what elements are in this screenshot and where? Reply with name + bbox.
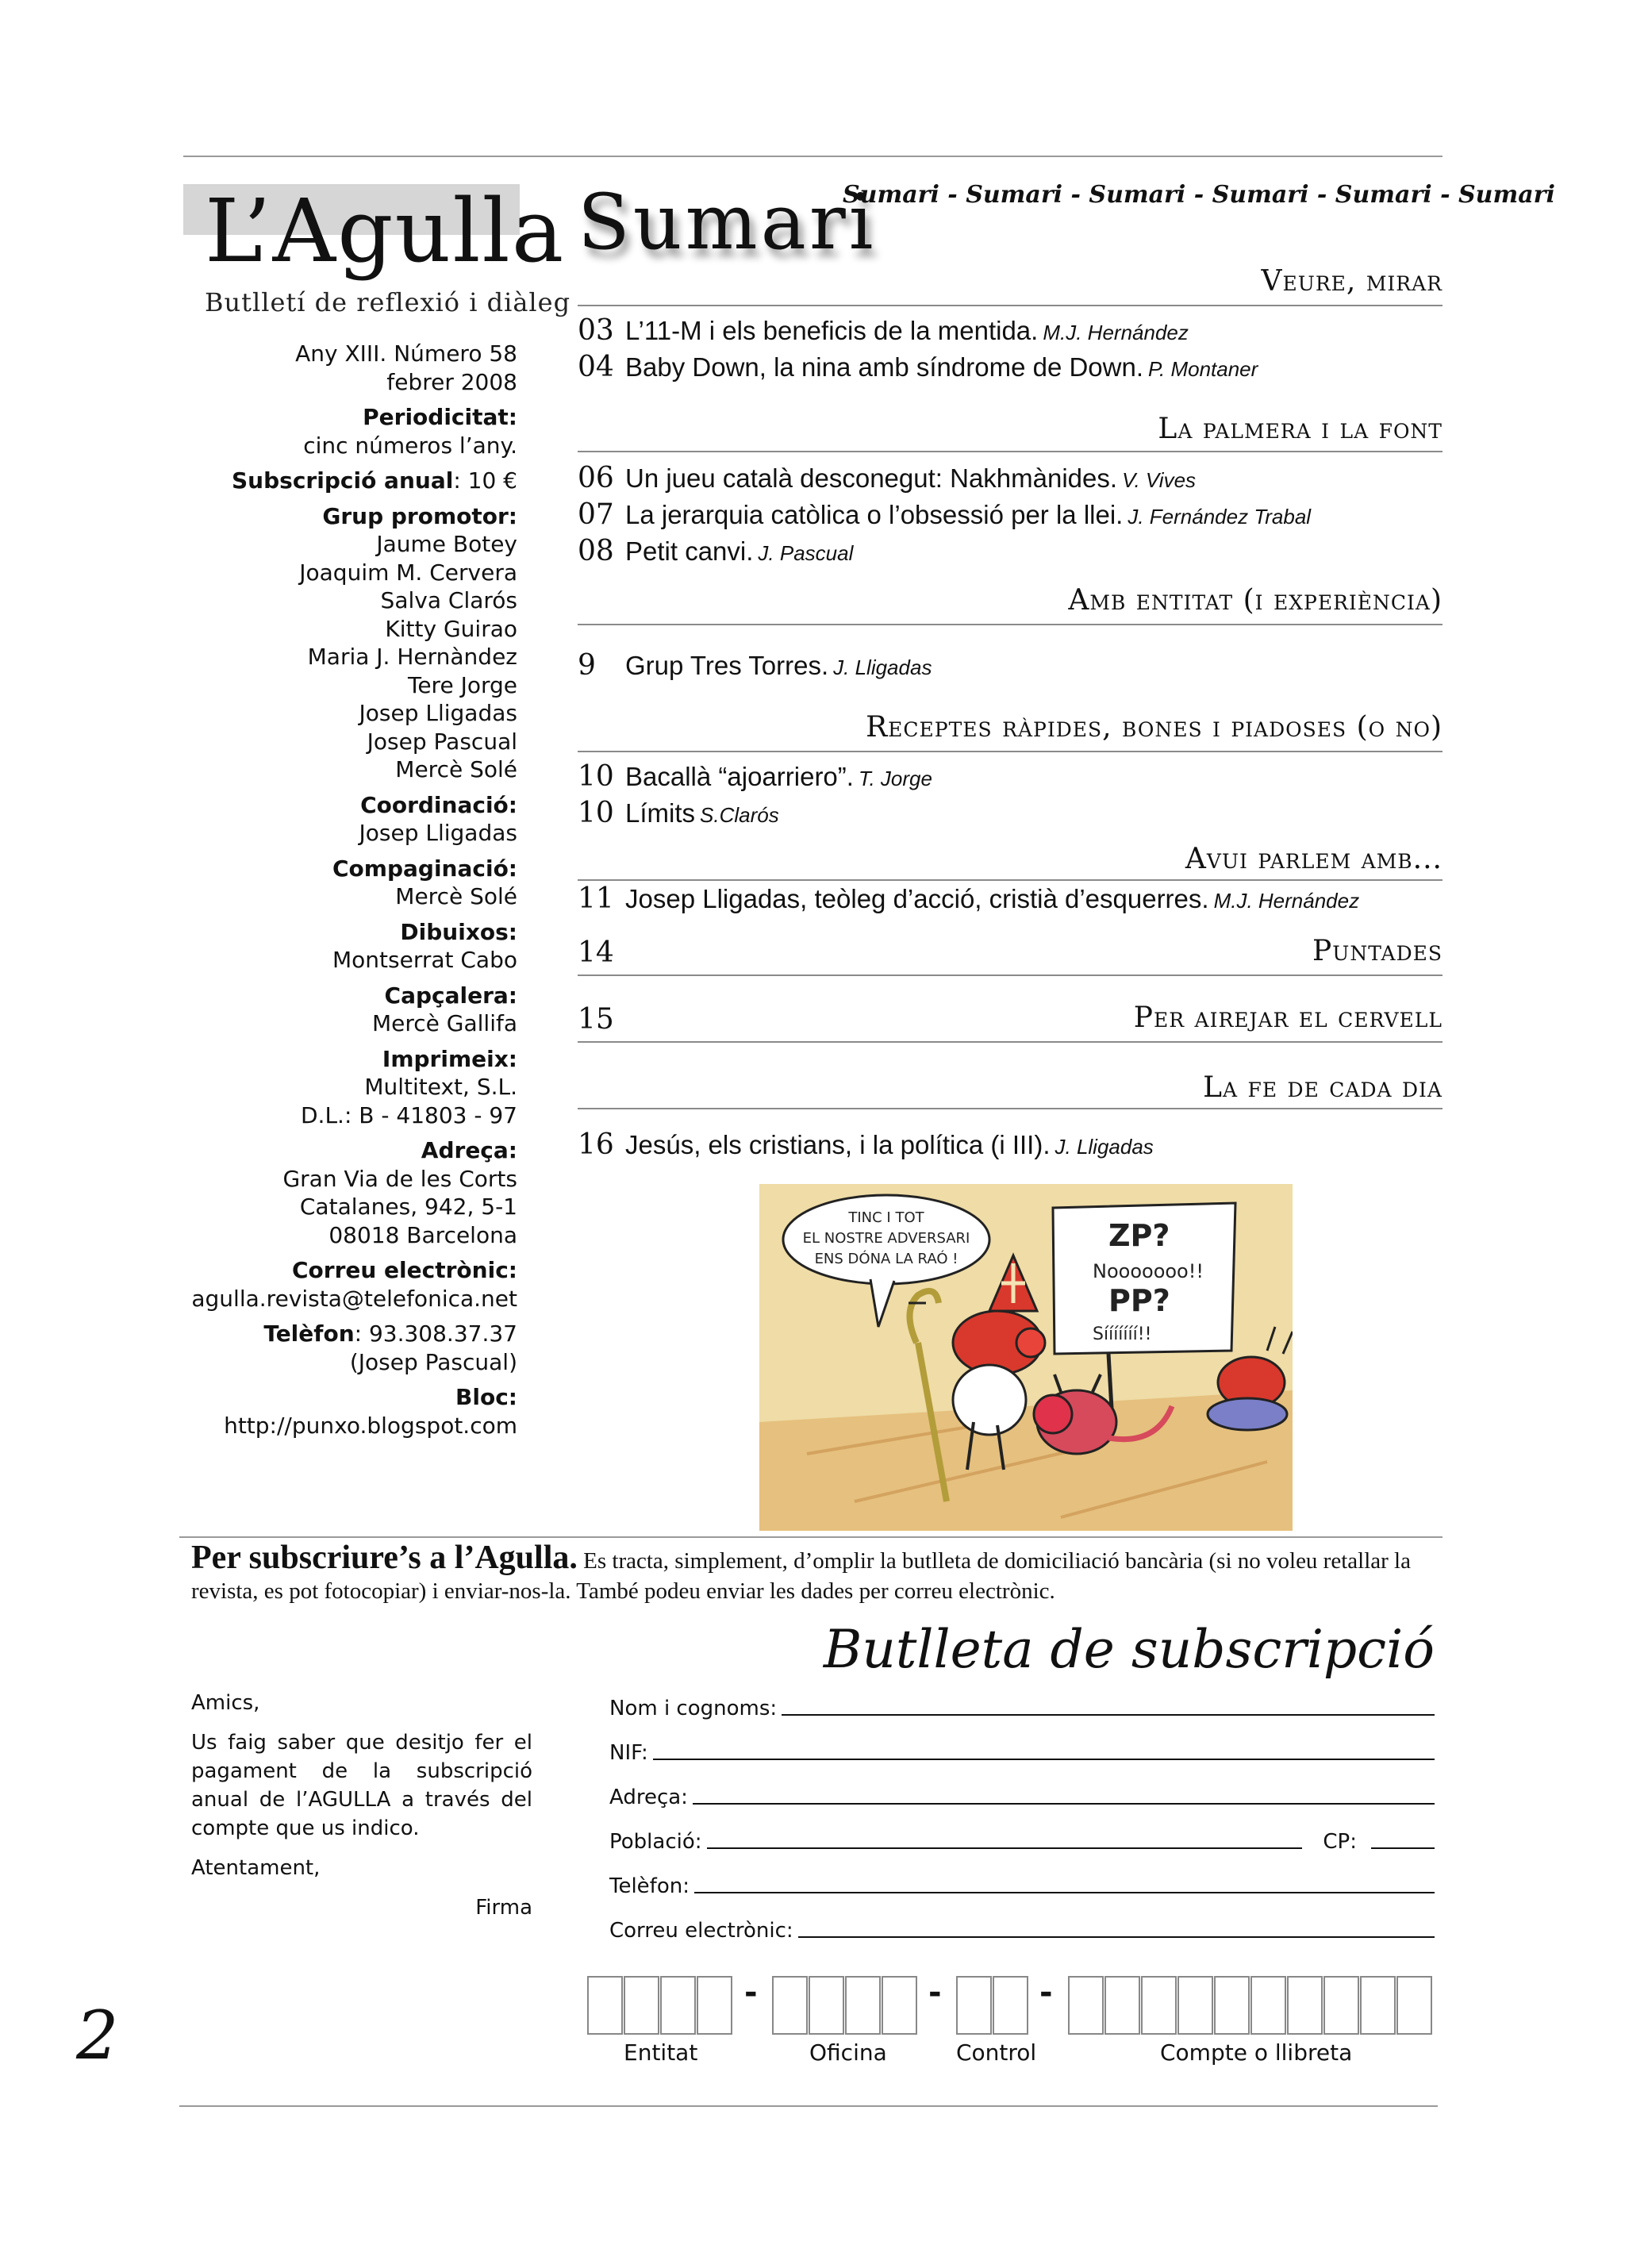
- digit-box[interactable]: [882, 1976, 917, 2035]
- account-separator: -: [928, 1974, 942, 2011]
- toc-title: Jesús, els cristians, i la política (i III).: [625, 1130, 1051, 1159]
- toc-title: Josep Lligadas, teòleg d’acció, cristià d’esquerres.: [625, 884, 1209, 913]
- credit-label: Telèfon: [263, 1320, 355, 1347]
- toc-entry[interactable]: [578, 351, 1443, 383]
- toc-title: Petit canvi.: [625, 536, 754, 566]
- section-heading: Amb entitat (i experiència): [1068, 584, 1443, 617]
- page-number: 2: [76, 1997, 119, 2074]
- drawings-credit: [175, 918, 517, 974]
- address-input-line[interactable]: [693, 1795, 1435, 1805]
- letter-closing: Atentament,: [191, 1856, 321, 1880]
- toc-title: Un jueu català desconegut: Nakhmànides.: [625, 463, 1118, 493]
- section-rule: [578, 974, 1443, 976]
- credit-value: Josep Lligadas: [359, 820, 517, 846]
- bubble-line: TINC I TOT: [848, 1209, 924, 1226]
- toc-title: L’11-M i els beneficis de la mentida.: [625, 316, 1039, 345]
- toc-entry[interactable]: [578, 797, 1443, 829]
- account-digits[interactable]: [1068, 1976, 1433, 2035]
- toc-page: 14: [578, 936, 614, 969]
- credit-value: Mercè Solé: [395, 883, 517, 909]
- toc-author: S.Clarós: [700, 803, 779, 827]
- toc-author: J. Pascual: [758, 541, 854, 565]
- digit-box[interactable]: [1250, 1976, 1286, 2035]
- digit-box[interactable]: [809, 1976, 844, 2035]
- field-label: Telèfon:: [609, 1874, 690, 1898]
- phone-credit: [175, 1320, 517, 1376]
- credit-label: Capçalera:: [384, 982, 517, 1009]
- toc-title: Límits: [625, 798, 696, 828]
- section-heading: La palmera i la font: [1158, 413, 1443, 445]
- toc-entry[interactable]: [578, 882, 1443, 915]
- toc-page: 07: [578, 498, 614, 531]
- digit-box[interactable]: [587, 1976, 623, 2035]
- credit-value: Multitext, S.L.: [364, 1074, 517, 1100]
- nif-input-line[interactable]: [653, 1751, 1435, 1760]
- toc-author: J. Lligadas: [1055, 1135, 1154, 1159]
- address-credit: [175, 1136, 517, 1249]
- address-line: Catalanes, 942, 5-1: [299, 1194, 517, 1220]
- phone-field[interactable]: [609, 1866, 1435, 1898]
- toc-author: J. Lligadas: [833, 655, 932, 679]
- issue-info: [175, 340, 517, 396]
- toc-entry[interactable]: [578, 1128, 1443, 1161]
- field-label: Adreça:: [609, 1786, 688, 1809]
- toc-entry[interactable]: [578, 314, 1443, 347]
- control-label: Control: [956, 2039, 1037, 2066]
- member-name: Josep Lligadas: [359, 700, 517, 726]
- toc-entry[interactable]: [578, 649, 1443, 682]
- phone-contact: (Josep Pascual): [349, 1348, 517, 1375]
- issue-date: febrer 2008: [386, 368, 517, 395]
- bubble-line: ENS DÓNA LA RAÓ !: [814, 1251, 958, 1267]
- phone-input-line[interactable]: [694, 1884, 1435, 1893]
- toc-page: 10: [578, 760, 614, 793]
- toc-page: 9: [578, 649, 596, 682]
- subscription-price: [175, 467, 517, 495]
- section-rule: [578, 624, 1443, 625]
- cp-input-line[interactable]: [1371, 1839, 1435, 1849]
- address-field[interactable]: [609, 1778, 1435, 1809]
- section-rule: [578, 1041, 1443, 1043]
- form-title: Butlleta de subscripció: [823, 1619, 1435, 1680]
- letter-signature: Firma: [475, 1896, 532, 1920]
- toc-author: V. Vives: [1122, 468, 1197, 492]
- email-link[interactable]: agulla.revista@telefonica.net: [191, 1285, 517, 1312]
- toc-author: M.J. Hernández: [1213, 889, 1360, 913]
- toc-entry[interactable]: [578, 462, 1443, 494]
- issue-line: Any XIII. Número 58: [295, 340, 517, 367]
- credit-value: Mercè Gallifa: [371, 1010, 517, 1036]
- cp-label: CP:: [1323, 1830, 1357, 1854]
- member-name: Salva Clarós: [380, 587, 517, 613]
- credit-label: Compaginació:: [332, 855, 517, 882]
- email-credit: [175, 1256, 517, 1313]
- credit-label: Dibuixos:: [400, 918, 517, 945]
- digit-box[interactable]: [1104, 1976, 1140, 2035]
- member-name: Maria J. Hernàndez: [307, 644, 517, 670]
- credit-label: Periodicitat:: [363, 404, 517, 430]
- sumari-repeat: Sumari - Sumari - Sumari - Sumari - Sumari - Sumari: [843, 181, 1555, 209]
- digit-box[interactable]: [1360, 1976, 1396, 2035]
- toc-entry[interactable]: [578, 498, 1443, 531]
- address-line: Gran Via de les Corts: [282, 1165, 517, 1192]
- digit-box[interactable]: [1323, 1976, 1359, 2035]
- digit-box[interactable]: [624, 1976, 659, 2035]
- section-heading: Per airejar el cervell: [1133, 1001, 1443, 1034]
- section-heading: Avui parlem amb...: [1185, 843, 1443, 875]
- credit-label: Bloc:: [455, 1384, 517, 1410]
- member-name: Kitty Guirao: [385, 615, 517, 642]
- credit-label: Subscripció anual: [232, 467, 454, 494]
- digit-box[interactable]: [1396, 1976, 1432, 2035]
- blog-credit: [175, 1383, 517, 1440]
- sign-line: PP?: [1108, 1283, 1170, 1318]
- credit-label: Grup promotor:: [322, 502, 517, 529]
- section-rule: [578, 451, 1443, 452]
- member-name: Tere Jorge: [407, 671, 517, 698]
- sign-line: ZP?: [1108, 1218, 1170, 1253]
- control-digits[interactable]: [956, 1976, 1029, 2035]
- section-heading: Veure, mirar: [1261, 265, 1443, 298]
- toc-entry[interactable]: [578, 760, 1443, 793]
- sign-line: Sííííííí!!: [1093, 1324, 1152, 1344]
- office-digits[interactable]: [772, 1976, 918, 2035]
- toc-page: 15: [578, 1003, 614, 1036]
- subscription-rule: [179, 1536, 1443, 1538]
- field-label: Nom i cognoms:: [609, 1697, 778, 1720]
- section-rule: [578, 1108, 1443, 1109]
- bubble-line: EL NOSTRE ADVERSARI: [802, 1230, 970, 1247]
- credit-label: Imprimeix:: [382, 1045, 517, 1072]
- digit-box[interactable]: [845, 1976, 881, 2035]
- promoter-group: [175, 502, 517, 784]
- digit-box[interactable]: [1068, 1976, 1104, 2035]
- legal-deposit: D.L.: B - 41803 - 97: [300, 1101, 517, 1128]
- member-name: Josep Pascual: [367, 728, 517, 755]
- bottom-rule: [179, 2105, 1438, 2107]
- toc-author: P. Montaner: [1148, 357, 1258, 381]
- digit-box[interactable]: [697, 1976, 732, 2035]
- toc-author: T. Jorge: [858, 767, 932, 790]
- field-label: Població:: [609, 1830, 702, 1854]
- subscription-text: Es tracta, simplement, d’omplir la butlleta de domiciliació bancària (si no voleu retallar la revista, es pot fotocopiar) i enviar-nos-la. També podeu enviar les dades per correu electrònic.: [191, 1548, 1411, 1604]
- entity-label: Entitat: [624, 2039, 698, 2066]
- toc-title: Bacallà “ajoarriero”.: [625, 762, 854, 791]
- letter-greeting: Amics,: [191, 1691, 260, 1715]
- header-credit: [175, 982, 517, 1038]
- field-label: NIF:: [609, 1741, 648, 1765]
- toc-author: J. Fernández Trabal: [1128, 505, 1312, 529]
- toc-title: La jerarquia catòlica o l’obsessió per la llei.: [625, 500, 1124, 529]
- sumari-title: Sumari: [578, 178, 877, 267]
- credit-value: cinc números l’any.: [303, 432, 517, 459]
- credit-label: Adreça:: [421, 1137, 517, 1163]
- toc-page: 08: [578, 535, 614, 567]
- digit-box[interactable]: [660, 1976, 696, 2035]
- section-heading: Puntades: [1312, 935, 1443, 967]
- layout-credit: [175, 855, 517, 911]
- name-field[interactable]: [609, 1689, 1435, 1720]
- city-input-line[interactable]: [707, 1839, 1303, 1849]
- city-field[interactable]: [609, 1822, 1435, 1854]
- section-rule: [578, 751, 1443, 752]
- section-heading: Receptes ràpides, bones i piadoses (o no): [866, 711, 1443, 744]
- digit-box[interactable]: [956, 1976, 992, 2035]
- masthead-title: L’Agulla: [205, 180, 566, 282]
- name-input-line[interactable]: [782, 1706, 1435, 1716]
- nif-field[interactable]: [609, 1733, 1435, 1765]
- credit-value: Montserrat Cabo: [332, 947, 517, 973]
- digit-box[interactable]: [1177, 1976, 1213, 2035]
- toc-title: Grup Tres Torres.: [625, 651, 829, 680]
- address-line: 08018 Barcelona: [328, 1221, 517, 1248]
- toc-page: 06: [578, 462, 614, 494]
- digit-box[interactable]: [993, 1976, 1028, 2035]
- periodicity: [175, 403, 517, 459]
- entity-digits[interactable]: [587, 1976, 733, 2035]
- credit-label: Coordinació:: [360, 791, 517, 818]
- top-rule: [183, 156, 1443, 157]
- digit-box[interactable]: [1214, 1976, 1250, 2035]
- letter-body: Us faig saber que desitjo fer el pagament de la subscripció anual de l’AGULLA a través del compte que us indico.: [191, 1731, 532, 1840]
- toc-author: M.J. Hernández: [1043, 321, 1189, 344]
- credit-value: : 10 €: [453, 467, 517, 494]
- section-rule: [578, 879, 1443, 881]
- toc-page: 04: [578, 351, 614, 383]
- digit-box[interactable]: [1141, 1976, 1177, 2035]
- account-separator: -: [1039, 1974, 1053, 2011]
- printer-credit: [175, 1045, 517, 1130]
- office-label: Oficina: [809, 2039, 887, 2066]
- email-field[interactable]: [609, 1911, 1435, 1943]
- credits-column: [175, 340, 517, 1447]
- toc-entry[interactable]: [578, 535, 1443, 567]
- member-name: Joaquim M. Cervera: [299, 559, 517, 586]
- toc-page: 03: [578, 314, 614, 347]
- blog-link[interactable]: http://punxo.blogspot.com: [224, 1412, 517, 1439]
- toc-title: Baby Down, la nina amb síndrome de Down.: [625, 352, 1144, 382]
- subscription-letter: [191, 1689, 532, 1933]
- subscription-intro: [191, 1540, 1445, 1606]
- credit-label: Correu electrònic:: [291, 1257, 517, 1283]
- cartoon-illustration: [759, 1184, 1293, 1531]
- member-name: Mercè Solé: [395, 756, 517, 782]
- email-input-line[interactable]: [798, 1928, 1435, 1938]
- section-heading: La fe de cada dia: [1203, 1071, 1443, 1104]
- account-separator: -: [744, 1974, 758, 2011]
- digit-box[interactable]: [1287, 1976, 1323, 2035]
- phone-value: : 93.308.37.37: [354, 1320, 517, 1347]
- subscription-heading: Per subscriure’s a l’Agulla.: [191, 1540, 578, 1576]
- toc-page: 16: [578, 1128, 614, 1161]
- account-label: Compte o llibreta: [1160, 2039, 1353, 2066]
- field-label: Correu electrònic:: [609, 1919, 793, 1943]
- section-rule: [578, 305, 1443, 306]
- masthead-subtitle: Butlletí de reflexió i diàleg: [205, 287, 571, 317]
- coordination: [175, 791, 517, 848]
- sign-line: Nooooooo!!: [1093, 1260, 1204, 1282]
- digit-box[interactable]: [772, 1976, 808, 2035]
- toc-page: 10: [578, 797, 614, 829]
- member-name: Jaume Botey: [376, 531, 517, 557]
- toc-page: 11: [578, 882, 614, 915]
